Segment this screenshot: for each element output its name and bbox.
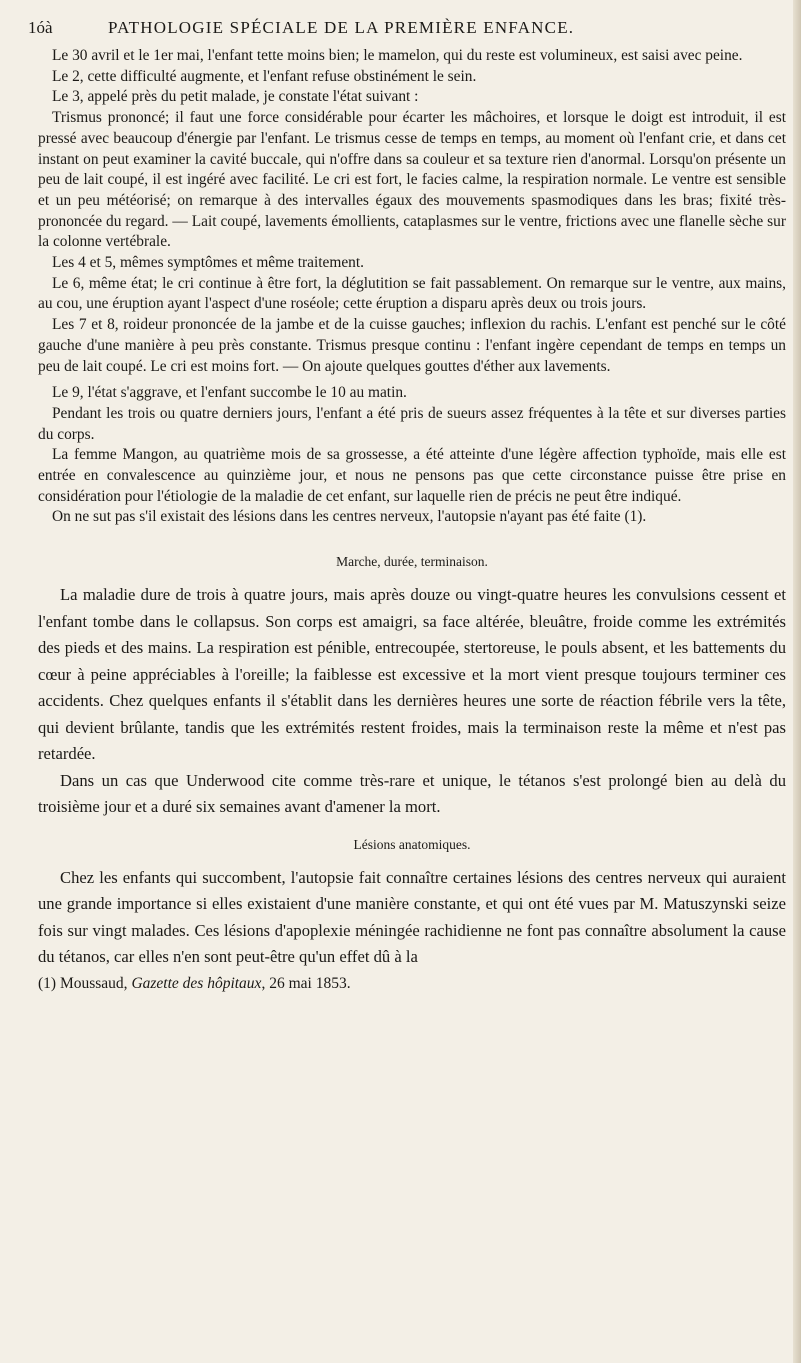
paragraph: Les 7 et 8, roideur prononcée de la jambe et de la cuisse gauches; inflexion du rachis. L'enfant est penché sur le côté gauche d'une manière à peu près constante. Trismus presque continu : l'enfant ingère cependant de temps en temps un peu de lait coupé. Le cri est moins fort. — On ajoute quelques gouttes d'éther aux lavements. <box>38 316 786 375</box>
paragraph: Dans un cas que Underwood cite comme très-rare et unique, le tétanos s'est prolongé bien au delà du troisième jour et a duré six semaines avant d'amener la mort. <box>38 770 786 817</box>
paragraph: La maladie dure de trois à quatre jours, mais après douze ou vingt-quatre heures les convulsions cessent et l'enfant tombe dans le collapsus. Son corps est amaigri, sa face altérée, bleuâtre, froide comme les extrémités des pieds et des mains. La respiration est pénible, entrecoupée, stertoreuse, le pouls absent, et les battements du cœur à peine appréciables à l'oreille; la faiblesse est excessive et la mort vient presque toujours terminer ces accidents. Chez quelques enfants il s'établit dans les dernières heures une sorte de réaction fébrile vers la tête, qui devient brûlante, tandis que les extrémités restent froides, mais la terminaison reste la même et n'est pas retardée. <box>38 585 786 764</box>
footnote-date: , 26 mai 1853. <box>261 974 351 992</box>
page-header <box>28 12 786 46</box>
book-page <box>28 12 786 994</box>
footnote-source: Gazette des hôpitaux <box>131 974 262 992</box>
paragraph: Pendant les trois ou quatre derniers jours, l'enfant a été pris de sueurs assez fréquentes à la tête et sur diverses parties du corps. <box>38 404 786 443</box>
running-title: PATHOLOGIE SPÉCIALE DE LA PREMIÈRE ENFANCE. <box>108 18 575 37</box>
section-lesions <box>38 865 786 971</box>
paragraph: Les 4 et 5, mêmes symptômes et même traitement. <box>52 254 365 272</box>
paragraph: Le 30 avril et le 1er mai, l'enfant tette moins bien; le mamelon, qui du reste est volumineux, est saisi avec peine. <box>52 47 743 64</box>
case-report <box>38 46 786 528</box>
paragraph: Trismus prononcé; il faut une force considérable pour écarter les mâchoires, et lorsque le doigt est introduit, il est pressé avec beaucoup d'énergie par l'enfant. Le trismus cesse de temps en temps, au moment où l'enfant crie, et dans cet instant on peut examiner la cavité buccale, qui n'offre dans sa couleur et sa texture rien d'anormal. Lorsqu'on présente un peu de lait coupé, il est ingéré avec facilité. Le cri est fort, le facies calme, la respiration normale. Le ventre est sensible et un peu météorisé; on remarque à des intervalles égaux des mouvements spasmodiques dans les bras; fixité très-prononcée du regard. — Lait coupé, lavements émollients, cataplasmes sur le ventre, frictions avec une flanelle sèche sur la colonne vertébrale. <box>38 109 786 251</box>
paragraph: Le 2, cette difficulté augmente, et l'enfant refuse obstinément le sein. <box>52 67 477 85</box>
page-edge-shadow <box>793 0 801 1363</box>
paragraph: Le 9, l'état s'aggrave, et l'enfant succombe le 10 au matin. <box>52 384 407 402</box>
footnote-mark: (1) Moussaud, <box>38 974 132 992</box>
page-number: 1óà <box>28 18 53 37</box>
section-title-lesions: Lésions anatomiques. <box>353 836 471 852</box>
section-title-marche: Marche, durée, terminaison. <box>336 554 488 570</box>
paragraph: Le 6, même état; le cri continue à être fort, la déglutition se fait passablement. On remarque sur le ventre, aux mains, au cou, une éruption ayant l'aspect d'une roséole; cette éruption a disparu après deux ou trois jours. <box>38 274 786 313</box>
paragraph: Le 3, appelé près du petit malade, je constate l'état suivant : <box>52 88 419 106</box>
section-marche <box>38 582 786 821</box>
paragraph: On ne sut pas s'il existait des lésions dans les centres nerveux, l'autopsie n'ayant pas été faite (1). <box>52 508 647 526</box>
footnote <box>38 974 786 994</box>
paragraph: Chez les enfants qui succombent, l'autopsie fait connaître certaines lésions des centres nerveux qui auraient une grande importance si elles existaient d'une manière constante, et qui ont été vues par M. Matuszynski seize fois sur vingt malades. Ces lésions d'apoplexie méningée rachidienne ne font pas connaître absolument la cause du tétanos, car elles n'en sont peut-être qu'un effet dû à la <box>38 867 786 967</box>
paragraph: La femme Mangon, au quatrième mois de sa grossesse, a été atteinte d'une légère affection typhoïde, mais elle est entrée en convalescence au quinzième jour, et nous ne pensons pas que cette circonstance puisse être prise en considération pour l'étiologie de la maladie de cet enfant, sur laquelle rien de précis ne peut être indiqué. <box>38 446 786 505</box>
